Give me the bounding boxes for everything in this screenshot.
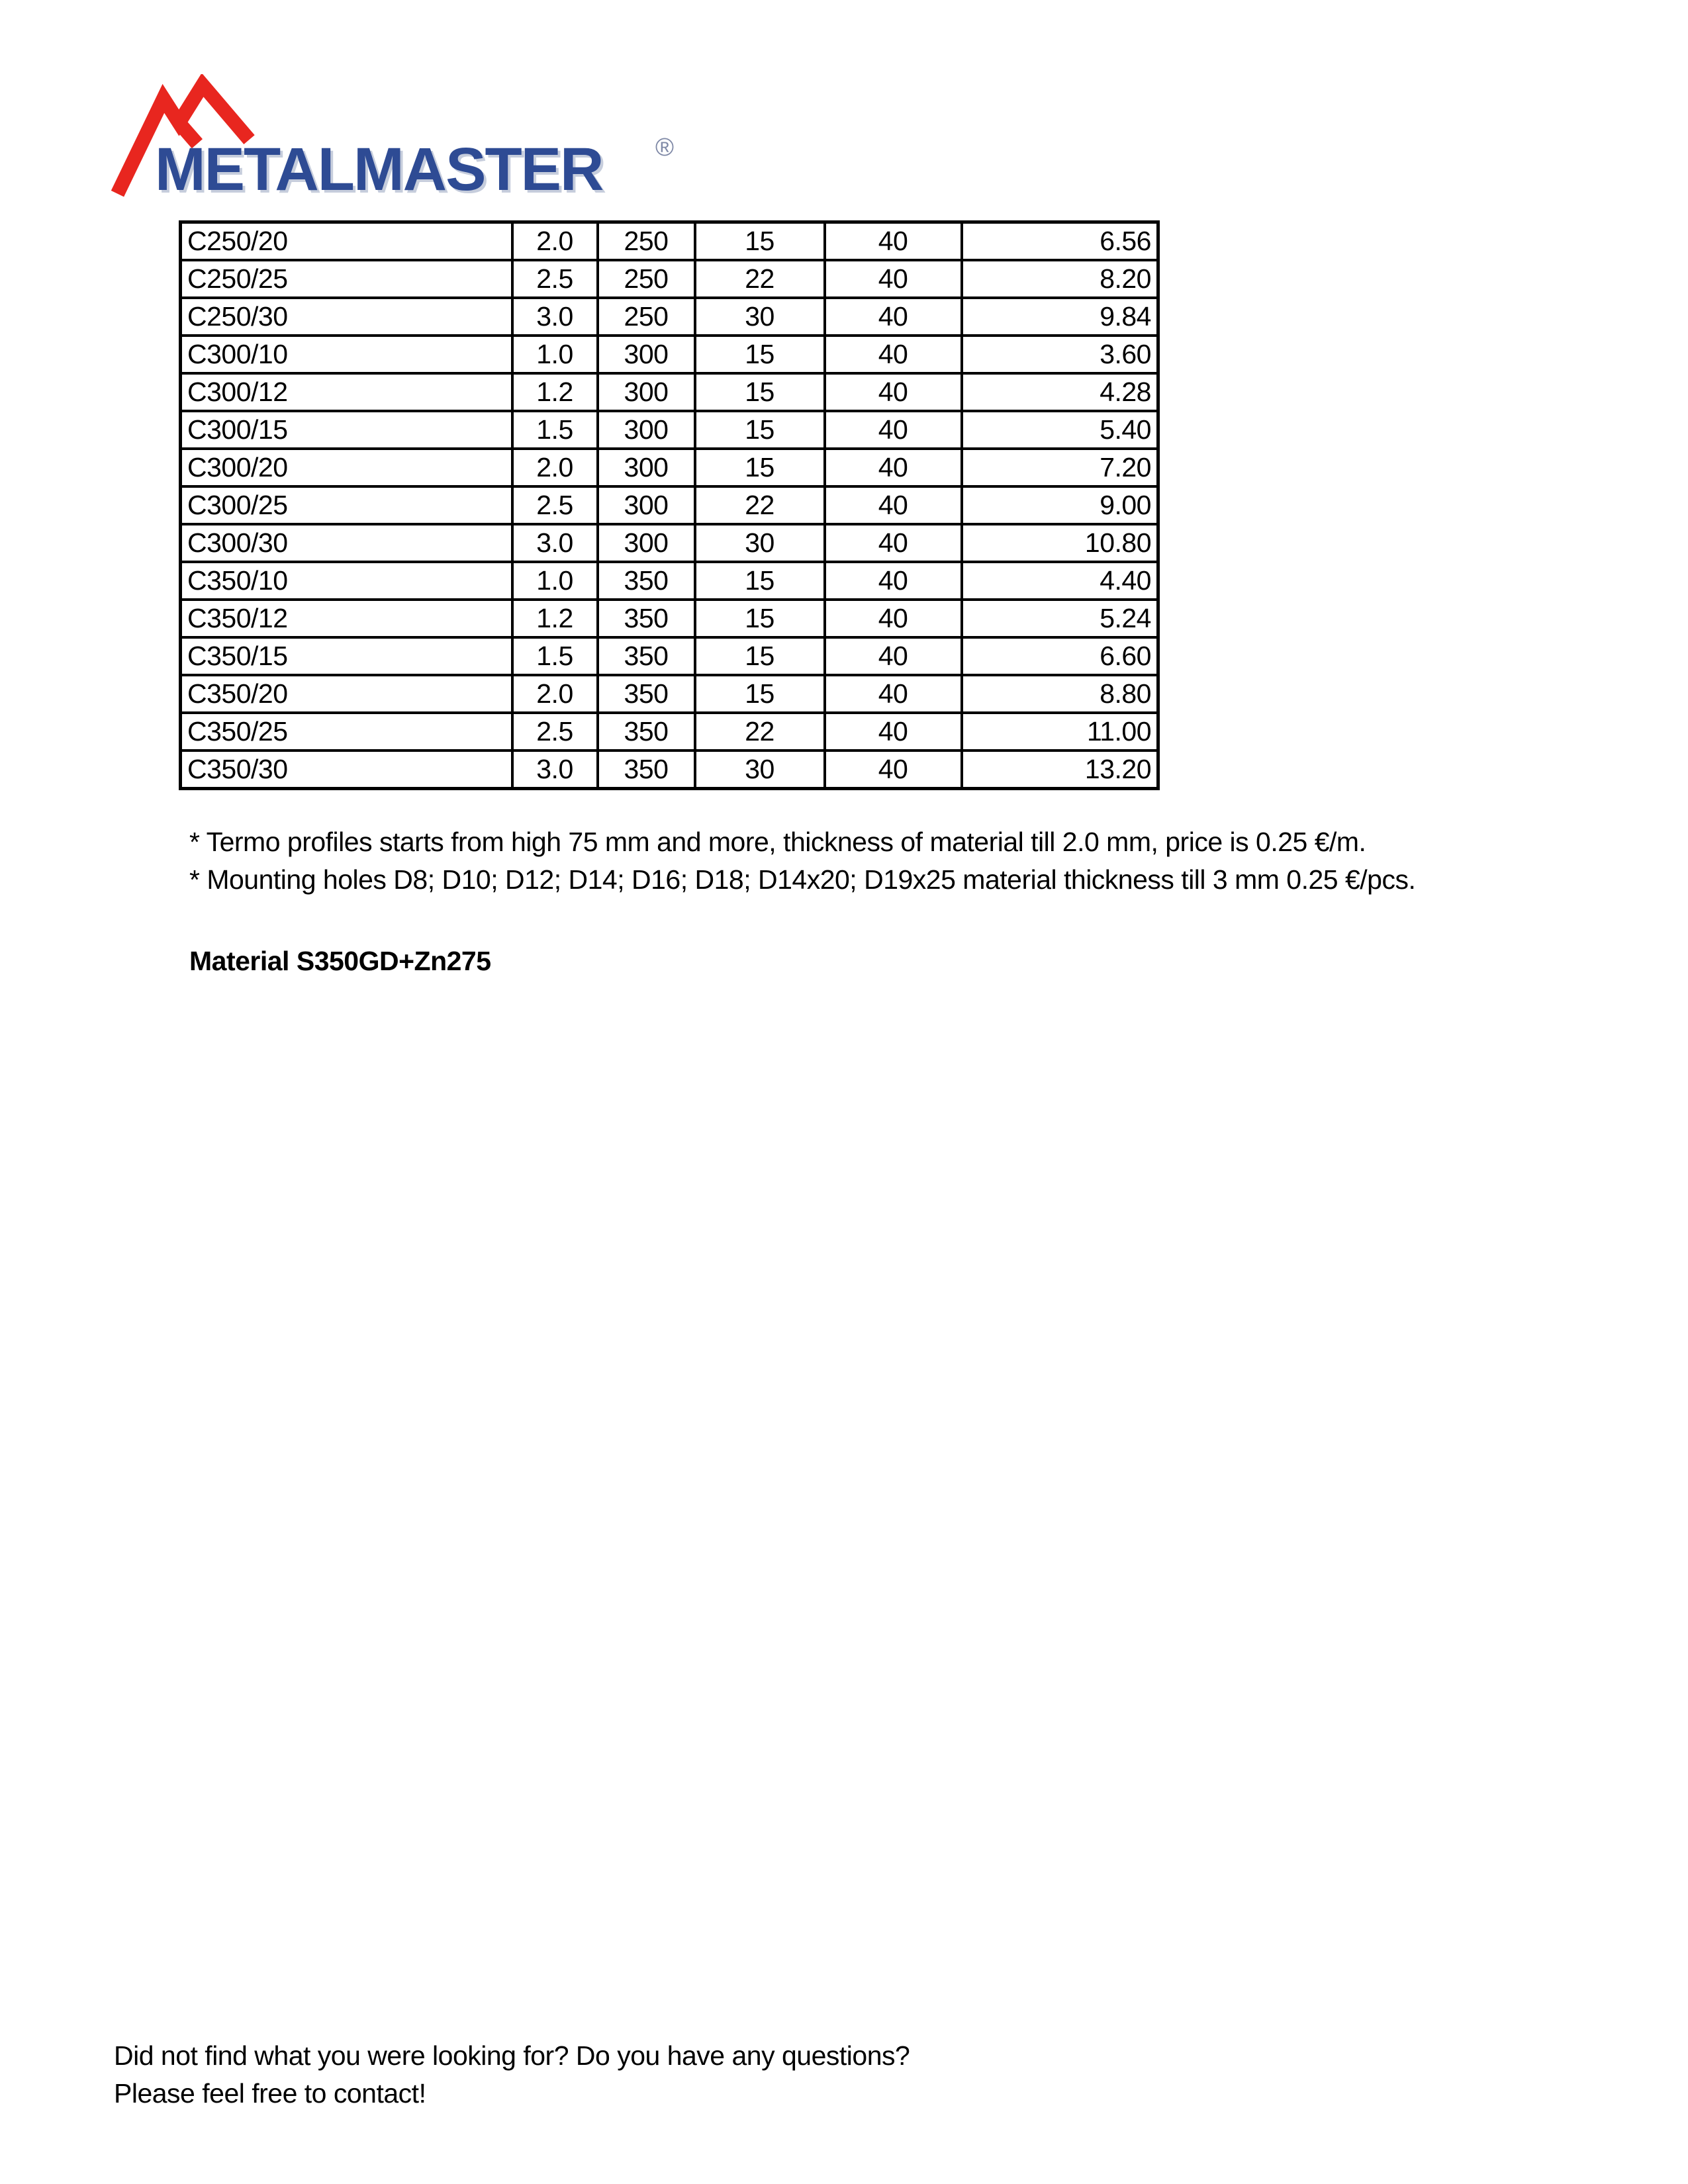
table-row (181, 713, 1158, 751)
cell: 2.5 (512, 486, 598, 524)
cell: 1.2 (512, 373, 598, 411)
cell: C350/20 (181, 675, 512, 713)
cell: 2.5 (512, 260, 598, 298)
cell: 2.5 (512, 713, 598, 751)
cell: 13.20 (962, 751, 1158, 789)
cell: C350/30 (181, 751, 512, 789)
cell: 40 (825, 298, 962, 336)
cell: 5.40 (962, 411, 1158, 449)
table-row (181, 600, 1158, 637)
cell: C300/25 (181, 486, 512, 524)
cell: C250/25 (181, 260, 512, 298)
cell: 22 (695, 713, 825, 751)
cell: C350/15 (181, 637, 512, 675)
cell: C300/15 (181, 411, 512, 449)
cell: 15 (695, 562, 825, 600)
cell: 5.24 (962, 600, 1158, 637)
cell: 2.0 (512, 675, 598, 713)
cell: 11.00 (962, 713, 1158, 751)
cell: 350 (598, 562, 695, 600)
brand-name: METALMASTER (155, 136, 603, 203)
cell: 6.60 (962, 637, 1158, 675)
cell: C300/30 (181, 524, 512, 562)
price-table (179, 220, 1160, 790)
cell: 15 (695, 675, 825, 713)
cell: 300 (598, 411, 695, 449)
cell: 40 (825, 751, 962, 789)
cell: 250 (598, 222, 695, 261)
cell: 40 (825, 222, 962, 261)
cell: 300 (598, 336, 695, 373)
cell: 40 (825, 411, 962, 449)
cell: C300/10 (181, 336, 512, 373)
cell: 1.5 (512, 637, 598, 675)
table-row (181, 562, 1158, 600)
cell: 1.0 (512, 562, 598, 600)
cell: C300/12 (181, 373, 512, 411)
table-row (181, 373, 1158, 411)
table-row (181, 222, 1158, 261)
cell: 4.40 (962, 562, 1158, 600)
cell: 22 (695, 486, 825, 524)
cell: 40 (825, 486, 962, 524)
cell: 300 (598, 524, 695, 562)
cell: 300 (598, 373, 695, 411)
cell: C350/25 (181, 713, 512, 751)
cell: 40 (825, 600, 962, 637)
table-row (181, 637, 1158, 675)
table-row (181, 260, 1158, 298)
cell: 350 (598, 751, 695, 789)
cell: 15 (695, 336, 825, 373)
footer-contact (114, 2037, 910, 2113)
table-row (181, 751, 1158, 789)
cell: 250 (598, 298, 695, 336)
cell: 4.28 (962, 373, 1158, 411)
cell: 30 (695, 298, 825, 336)
cell: 300 (598, 486, 695, 524)
footer-line-1: Did not find what you were looking for? Do you have any questions? (114, 2040, 910, 2071)
cell: 8.20 (962, 260, 1158, 298)
cell: 350 (598, 713, 695, 751)
cell: 40 (825, 562, 962, 600)
cell: 2.0 (512, 449, 598, 486)
cell: 7.20 (962, 449, 1158, 486)
table-row (181, 336, 1158, 373)
cell: 30 (695, 524, 825, 562)
table-row (181, 298, 1158, 336)
cell: 40 (825, 336, 962, 373)
cell: 22 (695, 260, 825, 298)
cell: 40 (825, 524, 962, 562)
cell: 2.0 (512, 222, 598, 261)
cell: 15 (695, 637, 825, 675)
cell: 15 (695, 373, 825, 411)
table-row (181, 486, 1158, 524)
cell: 3.0 (512, 751, 598, 789)
cell: 3.60 (962, 336, 1158, 373)
cell: 10.80 (962, 524, 1158, 562)
cell: 300 (598, 449, 695, 486)
registered-trademark-icon: ® (655, 134, 674, 161)
cell: 15 (695, 449, 825, 486)
cell: 350 (598, 675, 695, 713)
cell: 3.0 (512, 524, 598, 562)
table-row (181, 524, 1158, 562)
cell: C250/30 (181, 298, 512, 336)
cell: C350/10 (181, 562, 512, 600)
cell: 15 (695, 411, 825, 449)
cell: 40 (825, 373, 962, 411)
cell: 15 (695, 600, 825, 637)
cell: 6.56 (962, 222, 1158, 261)
cell: 350 (598, 637, 695, 675)
table-row (181, 449, 1158, 486)
cell: 40 (825, 260, 962, 298)
cell: 250 (598, 260, 695, 298)
cell: 9.84 (962, 298, 1158, 336)
cell: 40 (825, 637, 962, 675)
cell: 9.00 (962, 486, 1158, 524)
cell: C350/12 (181, 600, 512, 637)
table-row (181, 411, 1158, 449)
footnote-termo-profiles: * Termo profiles starts from high 75 mm and more, thickness of material till 2.0 mm, price is 0.25 €/m. (189, 827, 1366, 857)
cell: 3.0 (512, 298, 598, 336)
cell: 1.0 (512, 336, 598, 373)
cell: 30 (695, 751, 825, 789)
cell: 1.2 (512, 600, 598, 637)
cell: 1.5 (512, 411, 598, 449)
cell: 40 (825, 675, 962, 713)
cell: 40 (825, 449, 962, 486)
cell: 15 (695, 222, 825, 261)
cell: 350 (598, 600, 695, 637)
footer-line-2: Please feel free to contact! (114, 2078, 426, 2109)
table-row (181, 675, 1158, 713)
material-spec: Material S350GD+Zn275 (189, 946, 491, 976)
cell: C250/20 (181, 222, 512, 261)
footnote-mounting-holes: * Mounting holes D8; D10; D12; D14; D16; D18; D14x20; D19x25 material thickness till 3 mm 0.25 €/pcs. (189, 864, 1416, 895)
cell: C300/20 (181, 449, 512, 486)
cell: 40 (825, 713, 962, 751)
cell: 8.80 (962, 675, 1158, 713)
